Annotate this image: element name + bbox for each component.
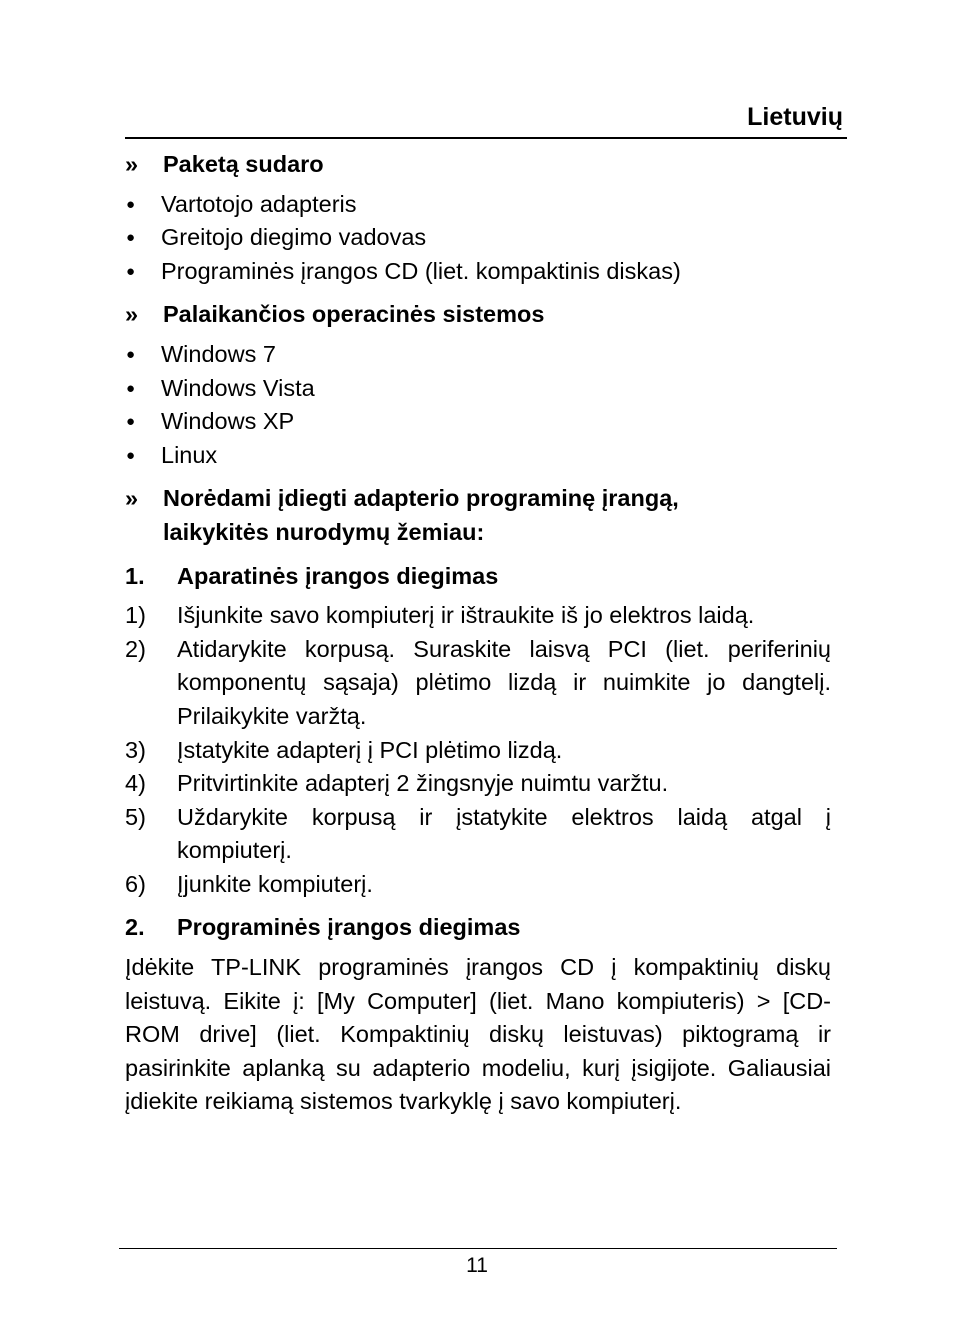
heading-number: 1.	[125, 562, 145, 589]
step-item: 1) Išjunkite savo kompiuterį ir ištraukite iš jo elektros laidą.	[125, 602, 755, 629]
section-package-heading	[125, 148, 831, 182]
heading-title: Programinės įrangos diegimas	[177, 914, 521, 941]
page-content	[125, 148, 831, 1119]
section-os-heading	[125, 298, 831, 332]
hardware-steps-list	[125, 599, 831, 901]
supported-os-list	[125, 338, 831, 472]
section-marker: »	[125, 151, 139, 177]
section-install-intro-heading	[125, 482, 831, 549]
bullet-icon: ●	[126, 413, 136, 431]
bullet-icon: ●	[126, 262, 136, 280]
section-title: Norėdami įdiegti adapterio programinę įrangą, laikykitės nurodymų žemiau:	[163, 485, 679, 545]
footer-divider	[119, 1248, 837, 1249]
hardware-install-heading	[125, 560, 831, 594]
bullet-icon: ●	[126, 195, 136, 213]
header-divider	[125, 137, 847, 139]
bullet-icon: ●	[126, 379, 136, 397]
step-item: 4) Pritvirtinkite adapterį 2 žingsnyje nuimtu varžtu.	[125, 770, 669, 797]
list-item: ● Greitojo diegimo vadovas	[125, 221, 831, 255]
bullet-icon: ●	[126, 446, 136, 464]
step-item: 5) Uždarykite korpusą ir įstatykite elektros laidą atgal į kompiuterį.	[125, 803, 831, 864]
list-item: ● Vartotojo adapteris	[125, 188, 831, 222]
section-marker: »	[125, 485, 139, 512]
heading-title: Aparatinės įrangos diegimas	[177, 562, 499, 589]
step-item: 6) Įjunkite kompiuterį.	[125, 870, 373, 897]
package-contents-list	[125, 188, 831, 289]
bullet-icon: ●	[126, 229, 136, 247]
page-header-language: Lietuvių	[747, 103, 843, 131]
list-item: ● Linux	[125, 439, 831, 473]
list-item: ● Windows XP	[125, 405, 831, 439]
section-title: Palaikančios operacinės sistemos	[163, 301, 545, 328]
list-item: ● Programinės įrangos CD (liet. kompaktinis diskas)	[125, 255, 831, 289]
software-install-paragraph: Įdėkite TP-LINK programinės įrangos CD į kompaktinių diskų leistuvą. Eikite į: [My Computer] (liet. Mano kompiuteris) > [CD-ROM drive] (liet. Kompaktinių diskų leistuvas) piktogramą ir pasirinkite aplanką su adapterio modeliu, kurį įsigijote. Galiausiai įdiekite reikiamą sistemos tvarkyklę į savo kompiuterį.	[125, 954, 831, 1115]
list-item: ● Windows Vista	[125, 372, 831, 406]
software-install-heading	[125, 911, 831, 945]
section-marker: »	[125, 301, 139, 328]
page-number: 11	[466, 1254, 488, 1277]
step-item: 2) Atidarykite korpusą. Suraskite laisvą PCI (liet. periferinių komponentų sąsaja) plėtimo lizdą ir nuimkite jo dangtelį. Prilaikykite varžtą.	[125, 635, 831, 729]
heading-number: 2.	[125, 914, 145, 941]
step-item: 3) Įstatykite adapterį į PCI plėtimo lizdą.	[125, 736, 563, 763]
list-item: ● Windows 7	[125, 338, 831, 372]
bullet-icon: ●	[126, 345, 136, 363]
section-title: Paketą sudaro	[163, 151, 324, 177]
